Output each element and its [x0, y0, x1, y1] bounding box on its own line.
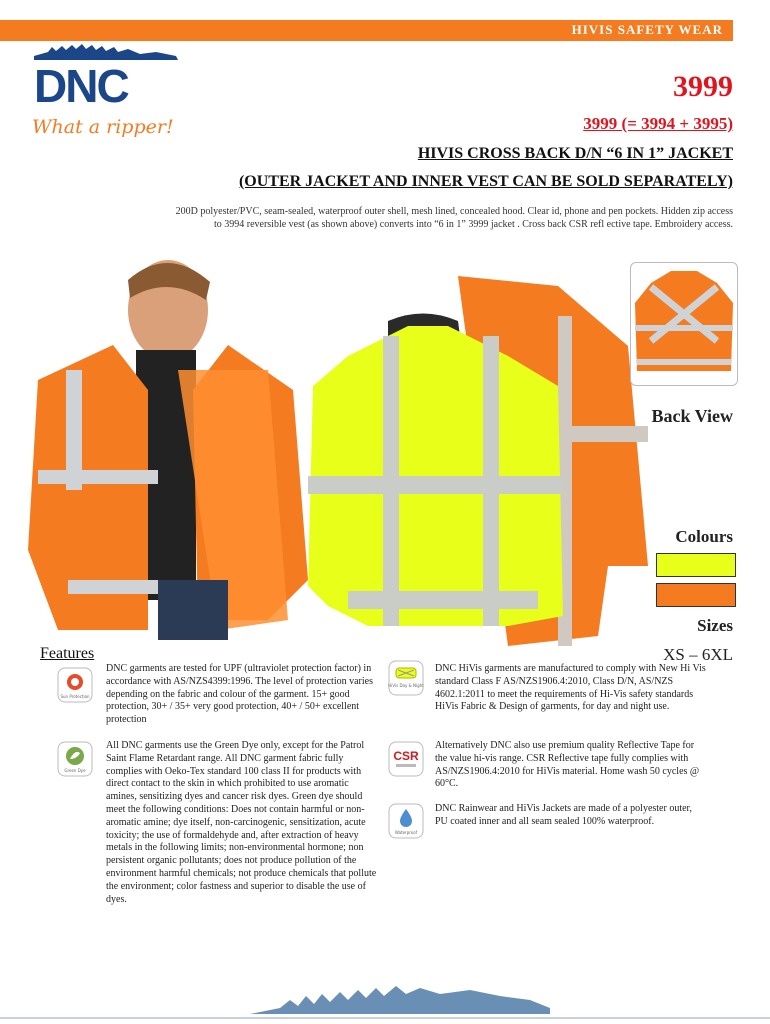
logo-tagline: What a ripper! — [32, 116, 174, 138]
feature-green-dye-text: All DNC garments use the Green Dye only, except for the Patrol Saint Flame Retardant range. All DNC garment fabric fully complies with Oeko-Tex standard 100 class II for products with direct contact to the skin in which prohibited to use aromatic amines, sensitizing dyes and cancer risk dyes. Green dye should meet the following conditions: Does not contain harmful or non-aromatic amine; dye itself, non-carcinogenic, sensitization, acute toxicity; the use of formaldehyde and, after extraction of heavy metals in the following limits; non-environmental hormone; non persistent organic pollutants; does not produce pollution of the environment harmful chemicals; not produce chemicals that pollute the environment; color fastness and superior to disable the use of dyes. — [106, 740, 377, 905]
hivis-badge-caption: HiVis Day & Night — [388, 683, 424, 688]
feature-upf-text: DNC garments are tested for UPF (ultraviolet protection factor) in accordance with AS/NZS4399:1996. The level of protection varies depending on the fabric and colour of the garment. 15+ good protection, 30+ / 35+ very good protection, 40+ / 50+ excellent protection — [106, 663, 373, 726]
colour-swatch-orange[interactable] — [656, 583, 736, 607]
footer-crocodile-graphic — [250, 978, 550, 1018]
product-code: 3999 — [673, 70, 733, 103]
hivis-standard-icon — [388, 660, 424, 696]
csr-reflective-icon — [388, 741, 424, 777]
product-description: 200D polyester/PVC, seam-sealed, waterproof outer shell, mesh lined, concealed hood. Clear id, phone and pen pockets. Hidden zip access to 3994 reversible vest (as shown above) converts into “6 in 1” 3999 jacket . Cross back CSR refl ective tape. Embroidery access. — [175, 206, 733, 230]
footer-divider — [0, 1017, 770, 1019]
feature-waterproof-text: DNC Rainwear and HiVis Jackets are made of a polyester outer, PU coated inner and all seam sealed 100% waterproof. — [435, 803, 692, 827]
product-code-combo: 3999 (= 3994 + 3995) — [583, 114, 733, 133]
upf-badge-icon — [57, 667, 93, 703]
green-dye-caption: Green Dye — [64, 768, 86, 773]
model-wearing-jacket-image — [18, 250, 318, 640]
sizes-range: XS – 6XL — [663, 645, 733, 664]
sizes-label: Sizes — [697, 616, 733, 635]
csr-badge-text: CSR — [393, 749, 419, 763]
header-banner — [0, 20, 733, 41]
product-subtitle: (OUTER JACKET AND INNER VEST CAN BE SOLD SEPARATELY) — [238, 173, 733, 190]
jackets-product-image — [308, 266, 648, 652]
product-title: HIVIS CROSS BACK D/N “6 IN 1” JACKET — [417, 145, 733, 162]
colours-label: Colours — [675, 527, 733, 546]
back-view-jacket-image — [631, 263, 737, 385]
back-view-thumbnail[interactable] — [630, 262, 738, 386]
waterproof-icon — [388, 803, 424, 839]
logo-wordmark: DNC — [34, 60, 128, 112]
waterproof-caption: Waterproof — [394, 830, 418, 835]
upf-badge-caption: Sun Protection — [60, 694, 90, 699]
feature-csr-text: Alternatively DNC also use premium quality Reflective Tape for the value hi-vis range. CSR Reflective tape fully complies with AS/NZS1906.4:2010 for HiVis material. Home wash 50 cycles @ 60°C. — [435, 740, 700, 790]
feature-hivis-text: DNC HiVis garments are manufactured to comply with New Hi Vis standard Class F AS/NZS1906.4:2010, Class D/N, AS/NZS 4602.1:2011 to meet the requirements of Hi-Vis safety standards HiVis Fabric & Design of garments, for day and night use. — [435, 663, 706, 713]
colour-swatch-yellow[interactable] — [656, 553, 736, 577]
green-dye-icon — [57, 741, 93, 777]
banner-label: HIVIS SAFETY WEAR — [571, 22, 723, 37]
back-view-label: Back View — [651, 406, 733, 426]
features-heading: Features — [40, 645, 95, 662]
